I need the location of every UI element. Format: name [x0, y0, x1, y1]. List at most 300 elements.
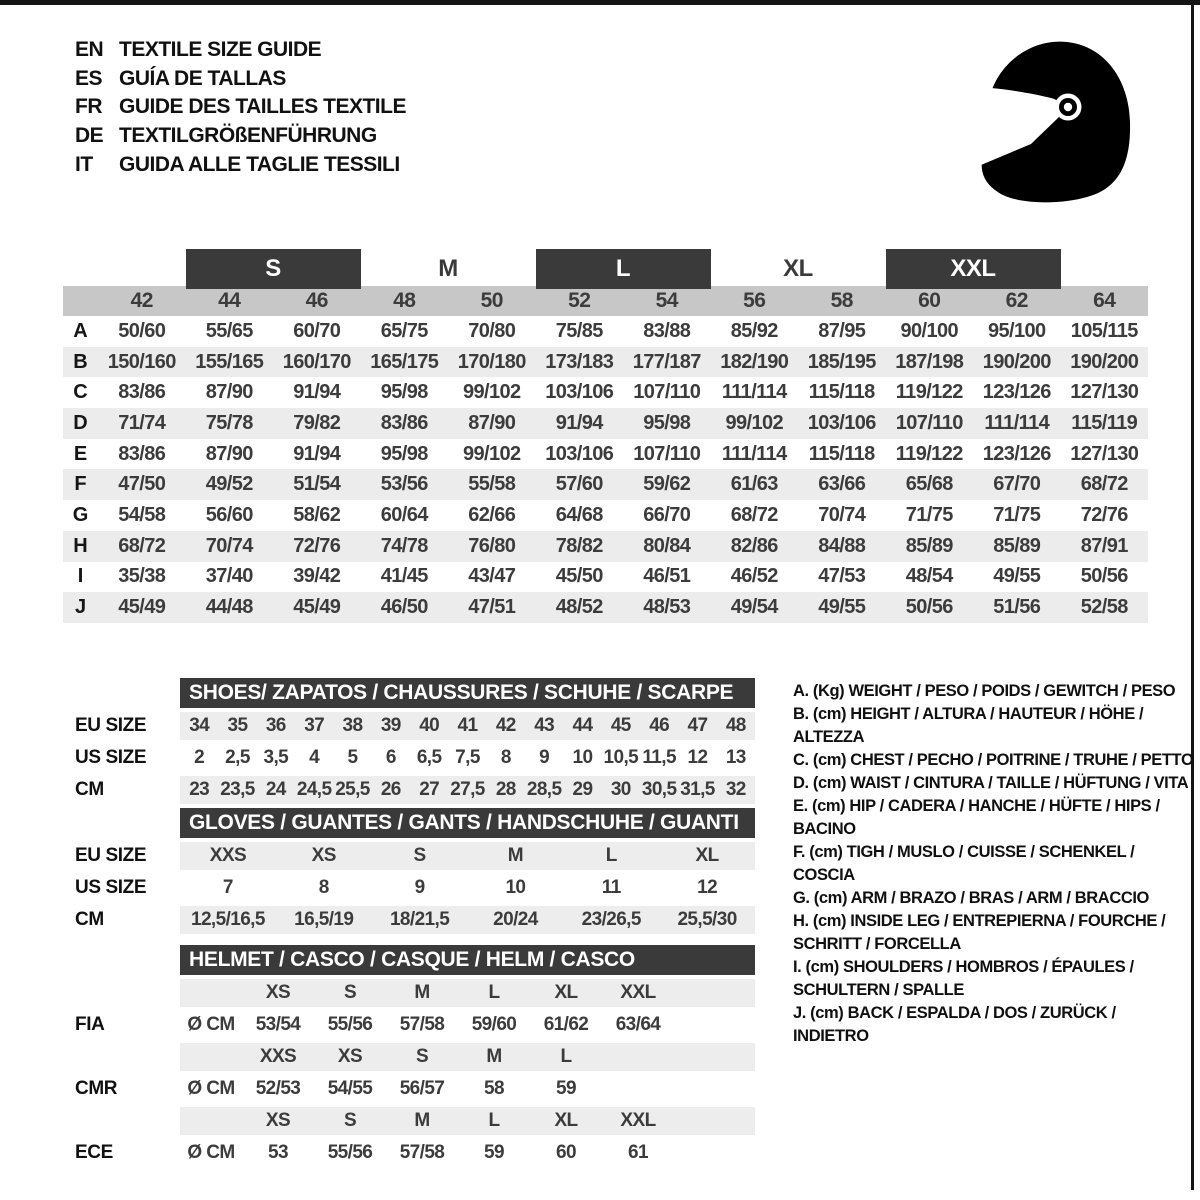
helmet-standard-label: ECE [75, 1142, 113, 1163]
helmet-size-label-cell: XXL [620, 1110, 656, 1131]
shoes-table-title: SHOES/ ZAPATOS / CHAUSSURES / SCHUHE / SCARPE [180, 678, 755, 708]
shoes-cell: 27,5 [450, 779, 485, 800]
racing-helmet-icon [975, 38, 1135, 203]
size-cell: 85/89 [993, 534, 1041, 557]
helmet-value-cell: 63/64 [615, 1014, 661, 1035]
numeric-size-row [63, 286, 1148, 316]
size-cell: 72/76 [1080, 503, 1128, 526]
size-cell: 85/92 [730, 319, 778, 342]
shoes-row-label: EU SIZE [75, 715, 147, 736]
helmet-row-label-spacer [75, 1107, 180, 1135]
shoes-cell: 29 [572, 779, 593, 800]
helmet-size-label-cell: S [343, 982, 357, 1003]
legend-item: D. (cm) WAIST / CINTURA / TAILLE / HÜFTUNG / VITA [793, 774, 1189, 792]
numeric-size-cell: 54 [655, 289, 678, 312]
shoes-cell: 6 [385, 747, 396, 768]
size-cell: 48/54 [905, 565, 953, 588]
size-cell: 103/106 [807, 411, 876, 434]
shoes-cell: 8 [500, 747, 511, 768]
size-cell: 160/170 [282, 350, 351, 373]
helmet-size-label-cell: XL [554, 1110, 578, 1131]
numeric-size-cell: 50 [480, 289, 503, 312]
size-cell: 70/74 [205, 534, 253, 557]
size-cell: 111/114 [721, 442, 787, 465]
size-row-J [63, 592, 1148, 623]
helmet-diameter-label: Ø CM [187, 1014, 235, 1035]
helmet-value-cell: 58 [484, 1078, 504, 1099]
helmet-size-label-cell: L [488, 982, 500, 1003]
gloves-cell: 23/26,5 [581, 909, 641, 930]
size-cell: 50/56 [1080, 565, 1128, 588]
size-cell: 70/74 [818, 503, 866, 526]
size-cell: 60/70 [293, 319, 341, 342]
shoes-cell: 39 [380, 715, 401, 736]
language-row [75, 150, 406, 179]
size-row-A [63, 316, 1148, 347]
row-letter: B [73, 350, 88, 373]
numeric-size-cell: 60 [918, 289, 941, 312]
size-cell: 83/86 [118, 381, 166, 404]
size-cell: 48/52 [555, 596, 603, 619]
shoes-cell: 35 [227, 715, 248, 736]
legend-item: E. (cm) HIP / CADERA / HANCHE / HÜFTE / HIPS / BACINO [793, 797, 1160, 838]
shoes-cell: 24,5 [296, 779, 332, 800]
helmet-value-cell: 57/58 [399, 1014, 445, 1035]
size-cell: 190/200 [982, 350, 1051, 373]
gloves-cell: S [413, 845, 426, 866]
size-cell: 51/54 [293, 473, 341, 496]
size-cell: 72/76 [293, 534, 341, 557]
size-cell: 79/82 [293, 411, 341, 434]
row-letter: D [73, 411, 88, 434]
size-cell: 35/38 [118, 565, 166, 588]
gloves-row-us-size [75, 874, 755, 902]
size-cell: 99/102 [462, 442, 521, 465]
size-cell: 87/90 [205, 381, 253, 404]
size-cell: 55/65 [205, 319, 253, 342]
language-code: FR [75, 95, 102, 119]
helmet-size-label-cell: XXS [259, 1046, 297, 1067]
size-cell: 37/40 [205, 565, 253, 588]
size-cell: 46/52 [730, 565, 778, 588]
measurement-legend [793, 680, 1195, 1048]
helmet-standard-label: CMR [75, 1078, 118, 1099]
size-cell: 83/88 [643, 319, 691, 342]
gloves-cell: 16,5/19 [294, 909, 354, 930]
helmet-diameter-label: Ø CM [187, 1078, 235, 1099]
gloves-table-title: GLOVES / GUANTES / GANTS / HANDSCHUHE / GUANTI [180, 808, 755, 838]
row-letter: A [73, 319, 88, 342]
helmet-row-label-spacer [75, 979, 180, 1007]
shoes-cell: 38 [342, 715, 363, 736]
size-cell: 155/165 [195, 350, 264, 373]
size-cell: 87/90 [205, 442, 253, 465]
row-letter: J [74, 596, 87, 619]
helmet-size-label-cell: L [488, 1110, 500, 1131]
size-cell: 74/78 [380, 534, 428, 557]
shoes-cell: 23 [189, 779, 210, 800]
size-group-xxl: XXL [886, 249, 1061, 289]
helmet-size-label-cell: XS [337, 1046, 363, 1067]
row-letter: I [77, 565, 84, 588]
shoes-row-cm [75, 776, 755, 804]
size-cell: 49/52 [205, 473, 253, 496]
size-cell: 49/55 [818, 596, 866, 619]
size-cell: 95/98 [643, 411, 691, 434]
size-row-F [63, 469, 1148, 500]
shoes-cell: 34 [189, 715, 210, 736]
shoes-cell: 41 [457, 715, 478, 736]
size-cell: 119/122 [895, 381, 963, 404]
size-cell: 123/126 [982, 381, 1051, 404]
shoes-row-label: CM [75, 779, 104, 800]
helmet-value-cell: 55/56 [327, 1142, 373, 1163]
guide-title: TEXTILE SIZE GUIDE [119, 38, 322, 62]
size-cell: 67/70 [993, 473, 1041, 496]
size-cell: 59/62 [643, 473, 691, 496]
size-cell: 84/88 [818, 534, 866, 557]
size-row-G [63, 500, 1148, 531]
size-cell: 47/53 [818, 565, 866, 588]
size-group-m: M [438, 255, 458, 282]
helmet-size-label-cell: M [414, 1110, 430, 1131]
row-letter: F [74, 473, 87, 496]
size-cell: 90/100 [900, 319, 959, 342]
legend-item: F. (cm) TIGH / MUSLO / CUISSE / SCHENKEL / COSCIA [793, 843, 1135, 884]
shoes-cell: 37 [304, 715, 325, 736]
legend-item: G. (cm) ARM / BRAZO / BRAS / ARM / BRACCIO [793, 889, 1149, 907]
guide-title: GUÍA DE TALLAS [119, 66, 286, 90]
size-row-I [63, 562, 1148, 593]
legend-item: A. (Kg) WEIGHT / PESO / POIDS / GEWITCH / PESO [793, 682, 1176, 700]
size-group-xl: XL [783, 255, 813, 282]
numeric-size-cell: 44 [218, 289, 241, 312]
textile-size-table [63, 249, 1148, 623]
shoes-cell: 28 [495, 779, 516, 800]
shoes-cell: 10 [572, 747, 593, 768]
row-letter: C [73, 381, 88, 404]
gloves-cell: 8 [318, 877, 329, 898]
size-cell: 64/68 [555, 503, 603, 526]
helmet-standard-values [180, 1011, 755, 1039]
size-cell: 115/119 [1071, 411, 1138, 434]
shoes-cell: 25,5 [335, 779, 370, 800]
helmet-value-cell: 59 [556, 1078, 576, 1099]
numeric-size-cell: 56 [743, 289, 766, 312]
helmet-values-row-fia [75, 1011, 755, 1039]
helmet-sizes-row-ece [75, 1107, 755, 1135]
size-cell: 107/110 [895, 411, 963, 434]
size-cell: 50/56 [905, 596, 953, 619]
size-cell: 99/102 [725, 411, 784, 434]
size-cell: 46/50 [380, 596, 428, 619]
shoes-cell: 24 [265, 779, 286, 800]
gloves-row-label: US SIZE [75, 877, 147, 898]
shoes-cell: 30 [610, 779, 631, 800]
size-cell: 91/94 [555, 411, 603, 434]
size-cell: 170/180 [457, 350, 526, 373]
size-cell: 71/75 [905, 503, 953, 526]
size-cell: 107/110 [633, 381, 701, 404]
size-cell: 103/106 [545, 442, 614, 465]
size-cell: 65/68 [905, 473, 953, 496]
size-cell: 75/85 [555, 319, 603, 342]
helmet-value-cell: 61/62 [543, 1014, 589, 1035]
helmet-size-label-cell: XS [265, 982, 291, 1003]
size-cell: 68/72 [1080, 473, 1128, 496]
size-cell: 95/98 [380, 381, 428, 404]
legend-item: I. (cm) SHOULDERS / HOMBROS / ÉPAULES / SCHULTERN / SPALLE [793, 958, 1134, 999]
shoes-row-label: US SIZE [75, 747, 147, 768]
size-cell: 45/49 [118, 596, 166, 619]
gloves-cell: 20/24 [493, 909, 538, 930]
gloves-row-values [180, 842, 755, 870]
size-cell: 119/122 [895, 442, 963, 465]
size-cell: 55/58 [468, 473, 516, 496]
size-cell: 57/60 [555, 473, 603, 496]
shoes-cell: 30,5 [641, 779, 677, 800]
helmet-size-label-cell: XL [554, 982, 578, 1003]
shoes-cell: 40 [419, 715, 440, 736]
helmet-size-labels [180, 979, 755, 1007]
gloves-cell: XS [311, 845, 336, 866]
shoes-cell: 36 [265, 715, 286, 736]
size-row-E [63, 439, 1148, 470]
size-cell: 41/45 [380, 565, 428, 588]
gloves-row-label: CM [75, 909, 104, 930]
helmet-size-label-cell: S [415, 1046, 429, 1067]
language-code: EN [75, 38, 104, 62]
row-letter: H [73, 534, 88, 557]
gloves-cell: XL [695, 845, 719, 866]
size-row-B [63, 347, 1148, 378]
size-cell: 105/115 [1070, 319, 1138, 342]
size-row-D [63, 408, 1148, 439]
size-cell: 80/84 [643, 534, 691, 557]
shoes-cell: 5 [347, 747, 358, 768]
size-cell: 95/98 [380, 442, 428, 465]
helmet-size-label-cell: L [560, 1046, 572, 1067]
size-cell: 68/72 [118, 534, 166, 557]
helmet-value-cell: 60 [556, 1142, 576, 1163]
size-cell: 177/187 [632, 350, 701, 373]
helmet-size-label-cell: XXL [620, 982, 656, 1003]
shoes-cell: 10,5 [603, 747, 639, 768]
size-cell: 85/89 [905, 534, 953, 557]
gloves-cell: XXS [209, 845, 247, 866]
size-cell: 91/94 [293, 381, 341, 404]
helmet-value-cell: 56/57 [399, 1078, 445, 1099]
gloves-cell: 12 [697, 877, 718, 898]
size-cell: 43/47 [468, 565, 516, 588]
size-cell: 123/126 [982, 442, 1051, 465]
size-cell: 47/50 [118, 473, 166, 496]
size-cell: 53/56 [380, 473, 428, 496]
size-cell: 65/75 [380, 319, 428, 342]
gloves-size-table [75, 808, 755, 934]
shoes-row-values [180, 744, 755, 772]
measurement-rows [63, 316, 1148, 623]
size-cell: 127/130 [1070, 381, 1139, 404]
size-cell: 111/114 [721, 381, 787, 404]
gloves-cell: 10 [505, 877, 526, 898]
gloves-cell: 25,5/30 [677, 909, 737, 930]
size-cell: 165/175 [370, 350, 439, 373]
numeric-size-cell: 46 [305, 289, 328, 312]
size-cell: 44/48 [205, 596, 253, 619]
shoes-cell: 7,5 [455, 747, 480, 768]
helmet-value-cell: 54/55 [327, 1078, 373, 1099]
size-cell: 46/51 [643, 565, 691, 588]
helmet-value-cell: 59 [484, 1142, 504, 1163]
shoes-cell: 46 [649, 715, 670, 736]
shoes-cell: 4 [309, 747, 320, 768]
size-cell: 91/94 [293, 442, 341, 465]
size-cell: 87/90 [468, 411, 516, 434]
size-cell: 45/50 [555, 565, 603, 588]
size-cell: 70/80 [468, 319, 516, 342]
language-code: ES [75, 66, 103, 90]
title-language-list [75, 36, 406, 179]
helmet-row-label-spacer [75, 1043, 180, 1071]
numeric-size-cell: 58 [830, 289, 853, 312]
helmet-value-cell: 59/60 [471, 1014, 517, 1035]
size-cell: 82/86 [730, 534, 778, 557]
gloves-cell: 11 [601, 877, 621, 898]
size-cell: 87/91 [1080, 534, 1128, 557]
shoes-cell: 32 [725, 779, 746, 800]
gloves-row-eu-size [75, 842, 755, 870]
size-cell: 75/78 [205, 411, 253, 434]
scan-border-top [0, 0, 1200, 5]
size-cell: 66/70 [643, 503, 691, 526]
helmet-sizes-row-cmr [75, 1043, 755, 1071]
gloves-cell: 9 [414, 877, 425, 898]
size-cell: 83/86 [380, 411, 428, 434]
language-row [75, 36, 406, 65]
numeric-size-cell: 64 [1093, 289, 1116, 312]
size-cell: 50/60 [118, 319, 166, 342]
language-code: IT [75, 152, 93, 176]
size-cell: 60/64 [380, 503, 428, 526]
shoes-row-eu-size [75, 712, 755, 740]
shoes-cell: 28,5 [526, 779, 562, 800]
size-cell: 83/86 [118, 442, 166, 465]
helmet-diameter-label: Ø CM [187, 1142, 235, 1163]
legend-item: J. (cm) BACK / ESPALDA / DOS / ZURÜCK / INDIETRO [793, 1004, 1116, 1045]
shoes-cell: 31,5 [680, 779, 715, 800]
shoes-cell: 26 [380, 779, 401, 800]
helmet-value-cell: 55/56 [327, 1014, 373, 1035]
size-cell: 187/198 [895, 350, 964, 373]
gloves-cell: M [507, 845, 524, 866]
shoes-cell: 12 [687, 747, 708, 768]
size-cell: 185/195 [807, 350, 876, 373]
size-cell: 68/72 [730, 503, 778, 526]
helmet-value-cell: 57/58 [399, 1142, 445, 1163]
helmet-values-row-cmr [75, 1075, 755, 1103]
numeric-size-cell: 62 [1005, 289, 1028, 312]
row-letter: G [72, 503, 89, 526]
racing-helmet-icon-svg [975, 38, 1135, 203]
size-cell: 51/56 [993, 596, 1041, 619]
size-cell: 182/190 [720, 350, 789, 373]
shoes-cell: 23,5 [220, 779, 255, 800]
helmet-value-cell: 61 [628, 1142, 648, 1163]
size-cell: 173/183 [545, 350, 614, 373]
size-cell: 52/58 [1080, 596, 1128, 619]
helmet-value-cell: 52/53 [255, 1078, 301, 1099]
size-cell: 58/62 [293, 503, 341, 526]
helmet-size-table [75, 945, 755, 1167]
helmet-table-title: HELMET / CASCO / CASQUE / HELM / CASCO [180, 945, 755, 975]
size-cell: 61/63 [730, 473, 778, 496]
shoes-cell: 45 [610, 715, 631, 736]
legend-item: H. (cm) INSIDE LEG / ENTREPIERNA / FOURCHE / SCHRITT / FORCELLA [793, 912, 1166, 953]
shoes-cell: 48 [725, 715, 746, 736]
shoes-cell: 11,5 [642, 747, 676, 768]
gloves-row-label: EU SIZE [75, 845, 147, 866]
size-cell: 190/200 [1070, 350, 1139, 373]
helmet-size-label-cell: M [486, 1046, 502, 1067]
size-row-H [63, 531, 1148, 562]
numeric-size-cell: 52 [568, 289, 591, 312]
row-letter: E [73, 442, 88, 465]
size-cell: 63/66 [818, 473, 866, 496]
size-cell: 107/110 [633, 442, 701, 465]
size-cell: 78/82 [555, 534, 603, 557]
shoes-cell: 2,5 [225, 747, 250, 768]
size-cell: 62/66 [468, 503, 516, 526]
shoes-size-table [75, 678, 755, 804]
shoes-cell: 47 [687, 715, 708, 736]
size-cell: 87/95 [818, 319, 866, 342]
size-cell: 71/74 [118, 411, 166, 434]
gloves-row-values [180, 874, 755, 902]
size-cell: 49/54 [730, 596, 778, 619]
size-cell: 95/100 [987, 319, 1046, 342]
shoes-row-us-size [75, 744, 755, 772]
shoes-cell: 3,5 [263, 747, 289, 768]
gloves-cell: 12,5/16,5 [190, 909, 265, 930]
helmet-standard-label: FIA [75, 1014, 105, 1035]
helmet-size-label-cell: XS [265, 1110, 291, 1131]
legend-item: B. (cm) HEIGHT / ALTURA / HAUTEUR / HÖHE / ALTEZZA [793, 705, 1144, 746]
guide-title: GUIDA ALLE TAGLIE TESSILI [119, 152, 400, 176]
size-cell: 99/102 [462, 381, 521, 404]
helmet-size-label-cell: S [343, 1110, 357, 1131]
helmet-values-row-ece [75, 1139, 755, 1167]
size-cell: 54/58 [118, 503, 166, 526]
language-row [75, 122, 406, 151]
gloves-cell: 7 [222, 877, 233, 898]
shoes-cell: 43 [534, 715, 555, 736]
size-group-l: L [536, 249, 711, 289]
size-cell: 56/60 [205, 503, 253, 526]
helmet-sizes-row-fia [75, 979, 755, 1007]
helmet-size-labels [180, 1043, 755, 1071]
size-cell: 111/114 [984, 411, 1050, 434]
helmet-value-cell: 53 [268, 1142, 288, 1163]
numeric-size-cell: 42 [130, 289, 153, 312]
guide-title: GUIDE DES TAILLES TEXTILE [119, 95, 406, 119]
size-cell: 47/51 [468, 596, 516, 619]
size-cell: 48/53 [643, 596, 691, 619]
gloves-row-cm [75, 906, 755, 934]
helmet-standard-values [180, 1139, 755, 1167]
size-group-s: S [186, 249, 361, 289]
numeric-size-cell: 48 [393, 289, 416, 312]
